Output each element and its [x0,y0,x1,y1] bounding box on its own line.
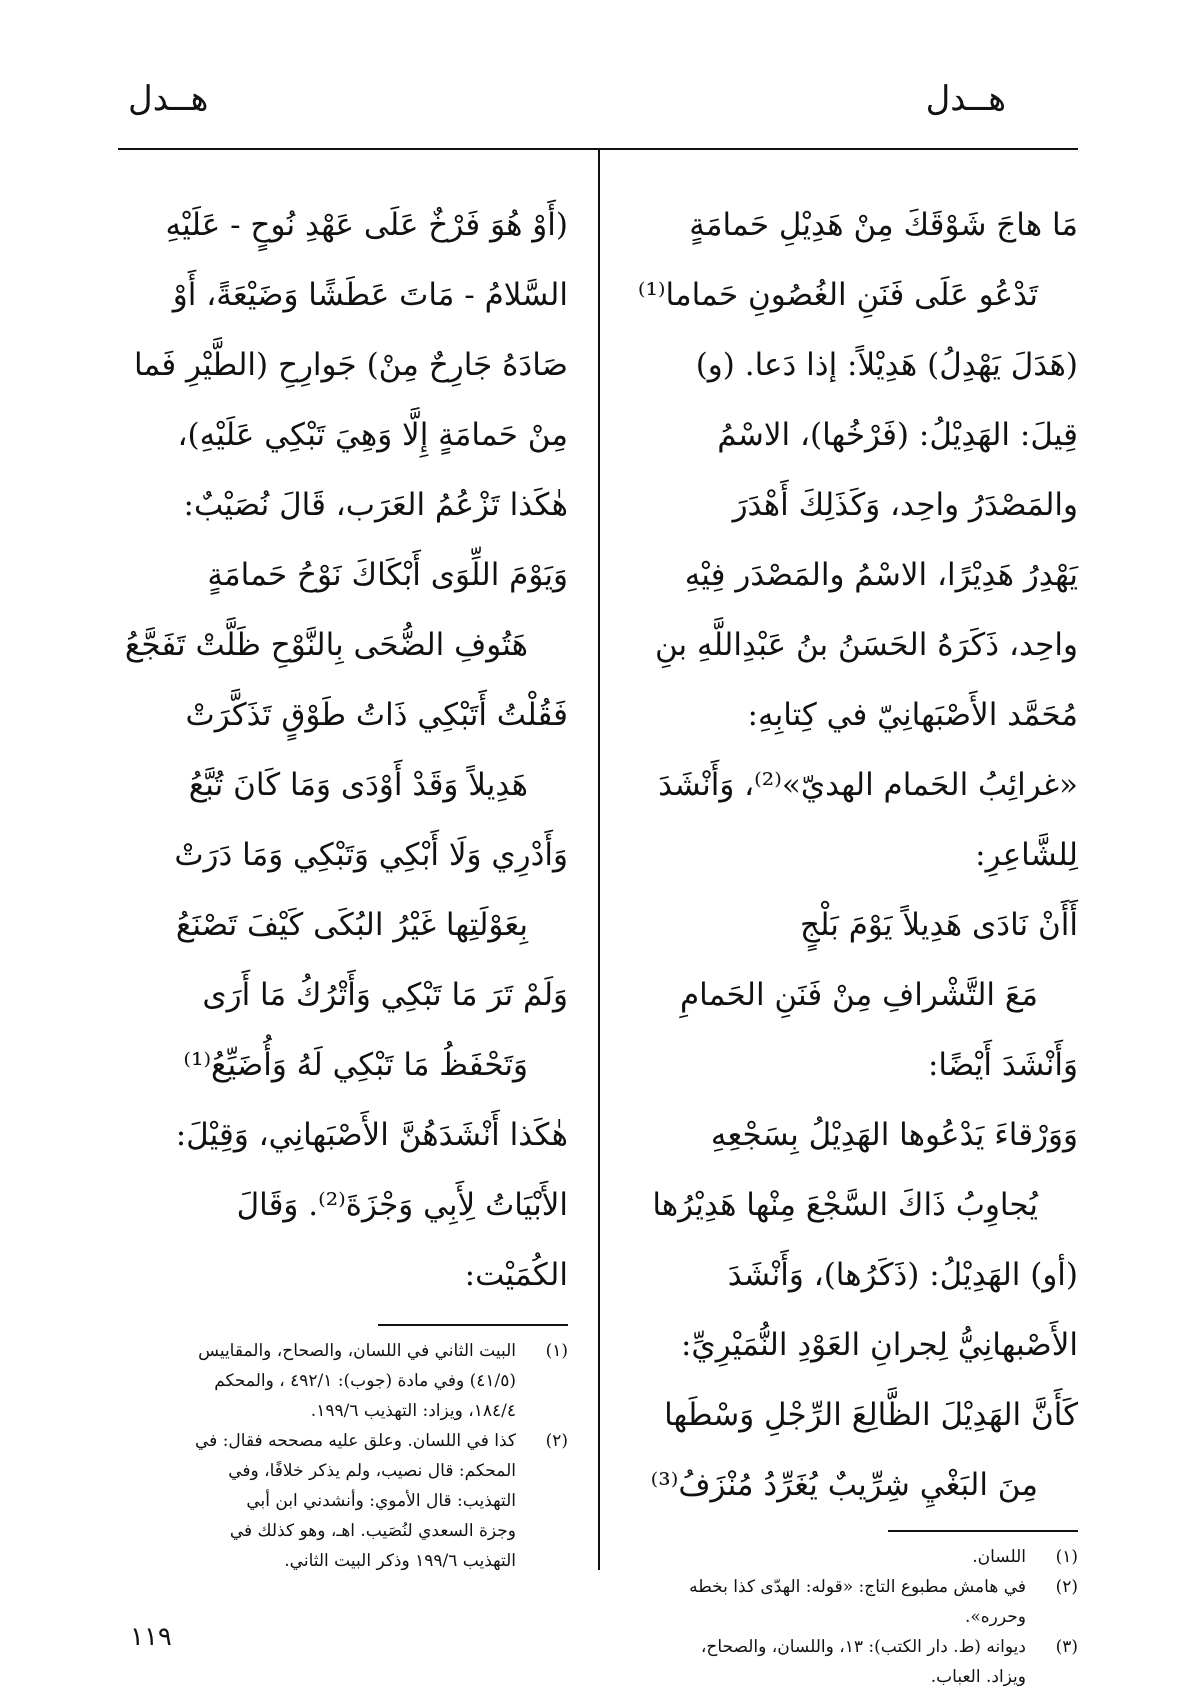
text-line: مُحَمَّد الأَصْبَهانِيّ في كِتابِهِ: [747,697,1078,733]
text-line: مِنْ حَمامَةٍ إِلَّا وَهِيَ تَبْكِي عَلَيْهِ)، [177,417,568,453]
verse-line: تَدْعُو عَلَى فَنَنِ الغُصُونِ حَماما⁽¹⁾ [637,277,1038,313]
left-column [124,190,568,1576]
footnote-number: (١) [1055,1547,1078,1567]
footnote-text [138,1426,516,1576]
verse-line: بِعَوْلَتِها غَيْرُ البُكَى كَيْفَ تَصْنَعُ [175,907,528,943]
footnote-line: ويزاد. العباب. [930,1667,1026,1687]
footnote-line: كذا في اللسان. وعلق عليه مصححه فقال: في [195,1431,516,1451]
page-number: ١١٩ [130,1622,172,1652]
footnote-line: وجزة السعدي لنُصَيب. اهـ، وهو كذلك في [229,1521,516,1541]
footnote-line: ١٨٤/٤، ويزاد: التهذيب ١٩٩/٦. [310,1401,516,1421]
text-line: (أَوْ هُوَ فَرْخٌ عَلَى عَهْدِ نُوحٍ - عَلَيْهِ [165,207,568,243]
footnote-line: اللسان. [972,1547,1026,1567]
verse-line: هَتُوفِ الضُّحَى بِالنَّوْحِ ظَلَّتْ تَفَجَّعُ [124,627,528,663]
footnote-line: المحكم: قال نصيب، ولم يذكر خلافًا، وفي [228,1461,516,1481]
text-line: هٰكَذا أَنْشَدَهُنَّ الأَصْبَهانِي، وَقِيْلَ: [175,1117,568,1153]
footnote-rule-right [888,1530,1078,1532]
verse-line: وَتَحْفَظُ مَا تَبْكِي لَهُ وَأُضَيِّعُ⁽¹⁾ [183,1047,528,1083]
running-head-right: هــدل [925,79,1006,119]
footnote-text [648,1542,1026,1572]
verse-line: كَأَنَّ الهَدِيْلَ الظَّالِعَ الرِّجْلِ وَسْطَها [664,1397,1078,1433]
verse-line: وَيَوْمَ اللِّوَى أَبْكَاكَ نَوْحُ حَمامَةٍ [207,557,568,593]
footnote [648,1632,1078,1692]
footnote-number: (٢) [545,1431,568,1451]
right-column-body [637,190,1078,1520]
footnote [648,1542,1078,1572]
footnote-line: البيت الثاني في اللسان، والصحاح، والمقاييس [198,1341,516,1361]
text-line: واحِد، ذَكَرَهُ الحَسَنُ بنُ عَبْدِاللَّهِ بنِ [654,627,1078,663]
footnote [648,1572,1078,1632]
footnote-number: (٢) [1055,1577,1078,1597]
text-line: لِلشَّاعِرِ: [975,837,1078,873]
footnote-rule-left [378,1324,568,1326]
text-line: والمَصْدَرُ واحِد، وَكَذَلِكَ أَهْدَرَ [732,487,1078,523]
left-footnotes [138,1336,568,1576]
footnote-line: التهذيب ١٩٩/٦ وذكر البيت الثاني. [284,1551,516,1571]
left-column-body [124,190,568,1310]
text-line: صَادَهُ جَارِحٌ مِنْ) جَوارِحِ (الطَّيْرِ فَما [134,347,568,383]
right-footnotes [648,1542,1078,1692]
footnote-number: (١) [545,1341,568,1361]
text-line: هٰكَذا تَزْعُمُ العَرَب، قَالَ نُصَيْبٌ: [183,487,568,523]
footnote-line: في هامش مطبوع التاج: «قوله: الهدّى كذا بخطه [689,1577,1026,1597]
verse-line: مَعَ التَّشْرافِ مِنْ فَنَنِ الحَمامِ [679,977,1038,1013]
text-line: الأَبْيَاتُ لِأَبِي وَجْزَةَ⁽²⁾. وَقَالَ [236,1187,568,1223]
text-line: «غرائِبُ الحَمام الهديّ»⁽²⁾، وَأَنْشَدَ [658,767,1078,803]
text-line: يَهْدِرُ هَدِيْرًا، الاسْمُ والمَصْدَر فِيْهِ [684,557,1078,593]
running-head-left: هــدل [128,79,209,119]
footnote [138,1426,568,1576]
footnote-line: (٤١/٥) وفي مادة (جوب): ٤٩٢/١ ، والمحكم [214,1371,516,1391]
verse-line: وَلَمْ تَرَ مَا تَبْكِي وَأَتْرُكُ مَا أَرَى [202,977,568,1013]
text-line: (هَدَلَ يَهْدِلُ) هَدِيْلاً: إذا دَعا. (و) [695,347,1078,383]
verse-line: وَوَرْقاءَ يَدْعُوها الهَدِيْلُ بِسَجْعِهِ [710,1117,1078,1153]
text-line: الأَصْبهانِيُّ لِجرانِ العَوْدِ النُّمَيْرِيِّ: [680,1327,1078,1363]
text-line: السَّلامُ - مَاتَ عَطَشًا وَضَيْعَةً، أَوْ [172,277,568,313]
verse-line: وَأَدْرِي وَلَا أَبْكِي وَتَبْكِي وَمَا دَرَتْ [174,837,568,873]
verse-line: يُجاوِبُ ذَاكَ السَّجْعَ مِنْها هَدِيْرُها [652,1187,1038,1223]
footnote-line: ديوانه (ط. دار الكتب): ١٣، واللسان، والصحاح، [700,1637,1026,1657]
footnote-line: وحرره». [964,1607,1026,1627]
verse-line: مِنَ البَغْيِ شِرِّيبٌ يُغَرِّدُ مُنْزَفُ⁽³⁾ [650,1467,1038,1503]
footnote-text [648,1632,1026,1692]
text-line: الكُمَيْت: [464,1257,568,1293]
verse-line: هَدِيلاً وَقَدْ أَوْدَى وَمَا كَانَ تُبَّعُ [188,767,528,803]
footnote-number: (٣) [1055,1637,1078,1657]
footnote-text [138,1336,516,1426]
footnote-line: التهذيب: قال الأموي: وأنشدني ابن أبي [246,1491,516,1511]
footnote [138,1336,568,1426]
right-column [637,190,1078,1692]
text-line: قِيلَ: الهَدِيْلُ: (فَرْخُها)، الاسْمُ [717,417,1078,453]
verse-line: فَقُلْتُ أَتَبْكِي ذَاتُ طَوْقٍ تَذَكَّرَتْ [185,697,568,733]
column-divider [598,150,600,1570]
verse-line: مَا هاجَ شَوْقَكَ مِنْ هَدِيْلِ حَمامَةٍ [689,207,1078,243]
text-line: (أو) الهَدِيْلُ: (ذَكَرُها)، وَأَنْشَدَ [727,1257,1078,1293]
footnote-text [648,1572,1026,1632]
verse-line: أَأَنْ نَادَى هَدِيلاً يَوْمَ بَلْجٍ [799,907,1078,943]
text-line: وَأَنْشَدَ أَيْضًا: [927,1047,1078,1083]
